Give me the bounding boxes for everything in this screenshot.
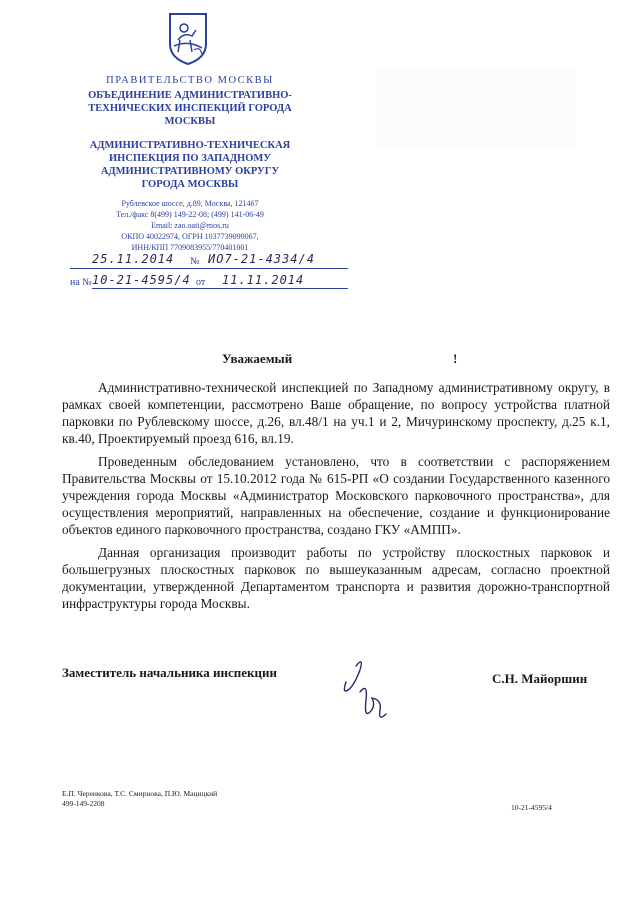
organization-name — [40, 89, 340, 128]
reg-line-2 — [92, 288, 348, 289]
ref-number: 10-21-4595/4 — [92, 273, 191, 287]
executors-block — [62, 789, 217, 809]
phone: Тел./факс 8(499) 149-22-08; (499) 141-06-49 — [116, 210, 264, 219]
paragraph-3: Данная организация производит работы по устройству плоскостных парковок и большегрузных плоскостных парковок по вышеуказанным адресам, согласно проектной документации, утвержденной Департаментом транспорта и развития дорожно-транспортной инфраструктуры города Москвы. — [62, 545, 610, 611]
sub-line-4: ГОРОДА МОСКВЫ — [141, 179, 239, 190]
reg-line-1 — [70, 268, 348, 269]
salutation: Уважаемый — [222, 351, 293, 366]
government-title: ПРАВИТЕЛЬСТВО МОСКВЫ — [106, 75, 274, 86]
handwritten-signature-icon — [330, 652, 420, 732]
ref-date: 11.11.2014 — [222, 273, 305, 287]
inn: ИНН/КПП 7709083955/770401001 — [131, 243, 249, 252]
address: Рублевское шоссе, д.89, Москва, 121467 — [121, 199, 259, 208]
signatory-name: С.Н. Майоршин — [492, 671, 588, 686]
ref-from: от — [196, 277, 206, 288]
document-code: 10-21-4595/4 — [511, 803, 552, 812]
sub-line-3: АДМИНИСТРАТИВНОМУ ОКРУГУ — [100, 166, 280, 177]
sub-line-1: АДМИНИСТРАТИВНО-ТЕХНИЧЕСКАЯ — [89, 140, 291, 151]
salutation-end: ! — [453, 351, 458, 366]
reg-number-mark: № — [190, 256, 200, 267]
redacted-addressee — [376, 70, 576, 148]
okpo: ОКПО 40022974, ОГРН 1037739099067, — [121, 232, 259, 241]
moscow-coat-of-arms-icon — [166, 10, 210, 66]
letter-body — [62, 379, 610, 618]
org-line-2: ТЕХНИЧЕСКИХ ИНСПЕКЦИЙ ГОРОДА — [88, 103, 292, 114]
paragraph-2: Проведенным обследованием установлено, что в соответствии с распоряжением Правительства Москвы от 15.10.2012 года № 615-РП «О создании Государственного казенного учреждения города Москвы «Администратор Московского парковочного пространства», для осуществления мероприятий, направленных на обеспечение, создание и функционирование объектов единого парковочного пространства, создано ГКУ «АМПП». — [62, 454, 610, 537]
executors: Е.П. Черенкова, Т.С. Смирнова, П.Ю. Мацицкий — [62, 789, 218, 798]
org-line-3: МОСКВЫ — [164, 116, 216, 127]
email: Email: zao.oati@mos.ru — [151, 221, 229, 230]
inspection-name — [40, 139, 340, 191]
signatory-title: Заместитель начальника инспекции — [62, 665, 277, 680]
executors-phone: 499-149-2208 — [62, 799, 105, 808]
contact-block — [40, 198, 340, 253]
ref-prefix: на № — [70, 277, 92, 288]
sub-line-2: ИНСПЕКЦИЯ ПО ЗАПАДНОМУ — [109, 153, 271, 164]
paragraph-1: Административно-технической инспекцией по Западному административному округу, в рамках своей компетенции, рассмотрено Ваше обращение, по вопросу устройства платной парковки по Рублевскому шоссе, д.26, вл.48/1 на уч.1 и 2, Мичуринскому проспекту, д.25 к.1, кв.40, Проектируемый проезд 616, вл.19. — [62, 380, 610, 446]
reg-number: ИО7-21-4334/4 — [208, 252, 315, 266]
org-line-1: ОБЪЕДИНЕНИЕ АДМИНИСТРАТИВНО- — [88, 90, 292, 101]
reg-date: 25.11.2014 — [92, 252, 175, 266]
